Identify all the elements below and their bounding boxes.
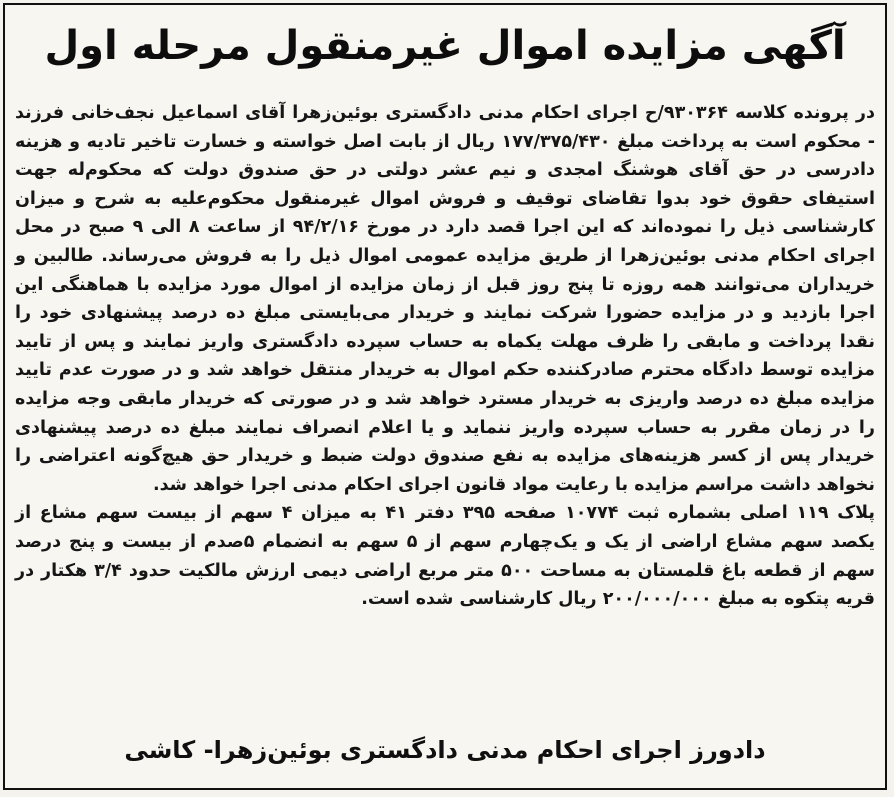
notice-body xyxy=(11,13,879,780)
notice-frame xyxy=(3,3,887,790)
notice-signature: دادورز اجرای احکام مدنی دادگستری بوئین‌زهرا- کاشی xyxy=(124,736,766,764)
notice-paragraph-main: در پرونده کلاسه ۹۳۰۳۶۴/ح اجرای احکام مدنی دادگستری بوئین‌زهرا آقای اسماعیل نجف‌خانی فرزند - محکوم است به پرداخت مبلغ ۱۷۷/۳۷۵/۴۳۰ ریال از بابت اصل خواسته و خسارت تاخیر تادیه و هزینه دادرسی در حق آقای هوشنگ امجدی و نیم عشر دولتی در حق صندوق دولت که محکوم‌له جهت استیفای حقوق خود بدوا تقاضای توقیف و فروش اموال غیرمنقول محکوم‌علیه به شرح و میزان کارشناسی ذیل را نموده‌اند که این اجرا قصد دارد در مورخ ۹۴/۲/۱۶ از ساعت ۸ الی ۹ صبح در محل اجرای احکام مدنی بوئین‌زهرا از طریق مزایده عمومی اموال ذیل را به فروش می‌رساند. طالبین و خریداران می‌توانند همه روزه تا پنج روز قبل از زمان مزایده از اموال مورد مزایده با هماهنگی این اجرا بازدید و در مزایده حضورا شرکت نمایند و خریدار می‌بایستی مبلغ ده درصد پیشنهادی خود را نقدا پرداخت و مابقی را ظرف مهلت یکماه به حساب سپرده دادگستری واریز نمایند و پس از تایید مزایده توسط دادگاه محترم صادرکننده حکم اموال به خریدار منتقل خواهد شد و در صورت عدم تایید مزایده مبلغ ده درصد واریزی به خریدار مسترد خواهد شد و در صورتی که خریدار مابقی وجه مزایده را در زمان مقرر به حساب سپرده واریز ننماید و یا اعلام انصراف نمایند مبلغ ده درصد پیشنهادی خریدار پس از کسر هزینه‌های مزایده به نفع صندوق دولت ضبط و خریدار حق هیچ‌گونه اعتراضی را نخواهد داشت مراسم مزایده با رعایت مواد قانون اجرای احکام مدنی اجرا خواهد شد. xyxy=(15,103,876,495)
notice-paragraph-property: پلاک ۱۱۹ اصلی بشماره ثبت ۱۰۷۷۴ صفحه ۳۹۵ دفتر ۴۱ به میزان ۴ سهم از بیست سهم مشاع از یکصد سهم مشاع اراضی از یک و یک‌چهارم سهم از ۵ سهم به انضمام ۵صدم از بیست و پنج درصد سهم از قطعه باغ قلمستان به مساحت ۵۰۰ متر مربع اراضی دیمی ارزش مالکیت حدود ۳/۴ هکتار در قریه پتکوه به مبلغ ۲۰۰/۰۰۰/۰۰۰ ریال کارشناسی شده است. xyxy=(15,503,876,610)
notice-title: آگهی مزایده اموال غیرمنقول مرحله اول xyxy=(44,23,846,69)
